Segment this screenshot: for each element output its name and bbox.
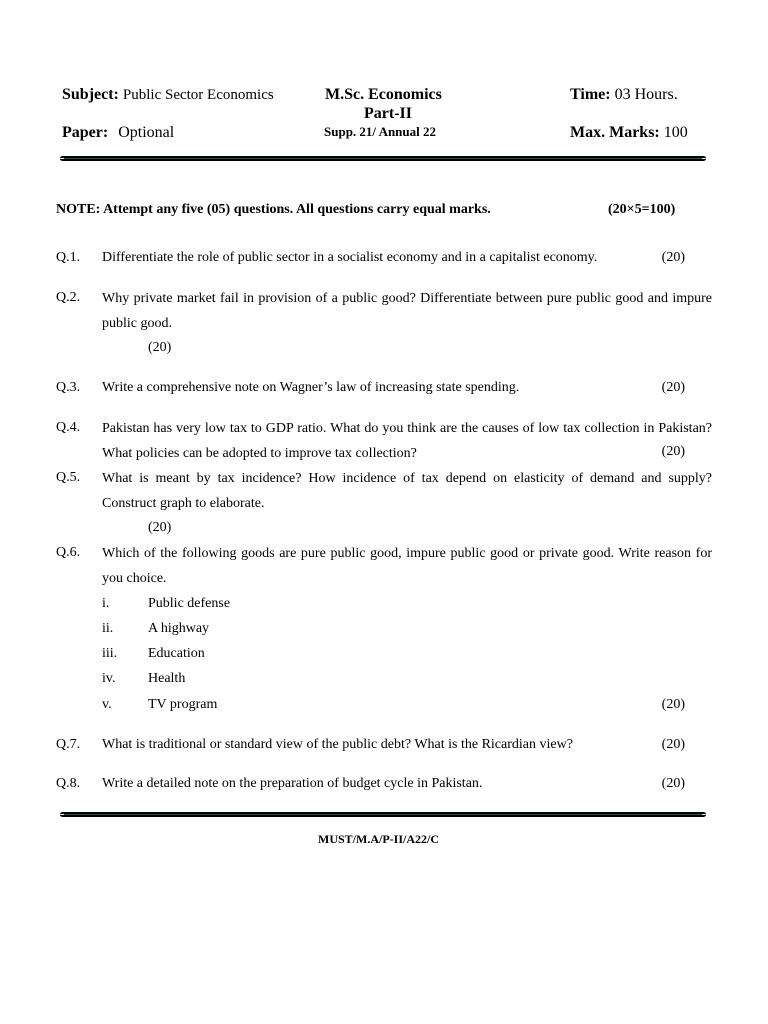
marks-label: Max. Marks: (570, 124, 660, 141)
time-label: Time: (570, 86, 611, 103)
question-text: Write a comprehensive note on Wagner’s law of increasing state spending. (102, 380, 520, 395)
subject-line (62, 86, 274, 104)
question-text: Why private market fail in provision of a public good? Differentiate between pure public good and impure public good. (102, 291, 712, 331)
question-number: Q.3. (56, 380, 81, 395)
time-value: 03 Hours. (614, 86, 678, 103)
list-item: TV program (148, 697, 218, 712)
list-item-number: i. (102, 596, 110, 611)
question-text: Pakistan has very low tax to GDP ratio. What do you think are the causes of low tax collection in Pakistan? What policies can be adopted to improve tax collection? (102, 421, 712, 461)
question-number: Q.2. (56, 290, 81, 305)
question-number: Q.4. (56, 420, 81, 435)
marks-value: 100 (663, 124, 688, 141)
question-marks: (20) (148, 340, 172, 355)
question-text: Differentiate the role of public sector in a socialist economy and in a capitalist economy. (102, 250, 598, 265)
question-marks: (20) (661, 250, 685, 265)
bottom-divider (60, 812, 706, 817)
session-label: Supp. 21/ Annual 22 (324, 124, 437, 139)
question-text: What is traditional or standard view of the public debt? What is the Ricardian view? (102, 737, 573, 752)
question-number: Q.6. (56, 545, 81, 560)
subject-label: Subject: (62, 86, 119, 103)
question-number: Q.7. (56, 737, 81, 752)
list-item-number: iii. (102, 646, 118, 661)
paper-code: MUST/M.A/P-II/A22/C (318, 832, 439, 846)
note-marks: (20×5=100) (608, 202, 676, 217)
question-marks: (20) (661, 776, 685, 791)
paper-line (62, 124, 174, 142)
list-item-number: ii. (102, 621, 114, 636)
question-marks: (20) (661, 444, 685, 459)
question-text: Which of the following goods are pure public good, impure public good or private good. Write reason for you choice. (102, 546, 712, 586)
question-marks: (20) (661, 697, 685, 712)
list-item: A highway (148, 621, 210, 636)
top-divider (60, 156, 706, 161)
question-marks: (20) (148, 520, 172, 535)
list-item-number: v. (102, 697, 112, 712)
question-text: What is meant by tax incidence? How incidence of tax depend on elasticity of demand and supply? Construct graph to elaborate. (102, 471, 712, 511)
list-item: Public defense (148, 596, 231, 611)
question-number: Q.8. (56, 776, 81, 791)
paper-value: Optional (118, 124, 175, 141)
question-number: Q.1. (56, 250, 81, 265)
list-item-number: iv. (102, 671, 116, 686)
program-title: M.Sc. Economics (325, 86, 442, 103)
time-line (570, 86, 678, 104)
question-marks: (20) (661, 737, 685, 752)
question-number: Q.5. (56, 470, 81, 485)
list-item: Health (148, 671, 186, 686)
subject-value: Public Sector Economics (122, 87, 274, 103)
question-text: Write a detailed note on the preparation of budget cycle in Pakistan. (102, 776, 483, 791)
list-item: Education (148, 646, 205, 661)
paper-label: Paper: (62, 124, 109, 141)
note-text: NOTE: Attempt any five (05) questions. All questions carry equal marks. (56, 202, 491, 217)
part-title: Part-II (364, 105, 412, 122)
marks-line (570, 124, 688, 142)
question-marks: (20) (661, 380, 685, 395)
